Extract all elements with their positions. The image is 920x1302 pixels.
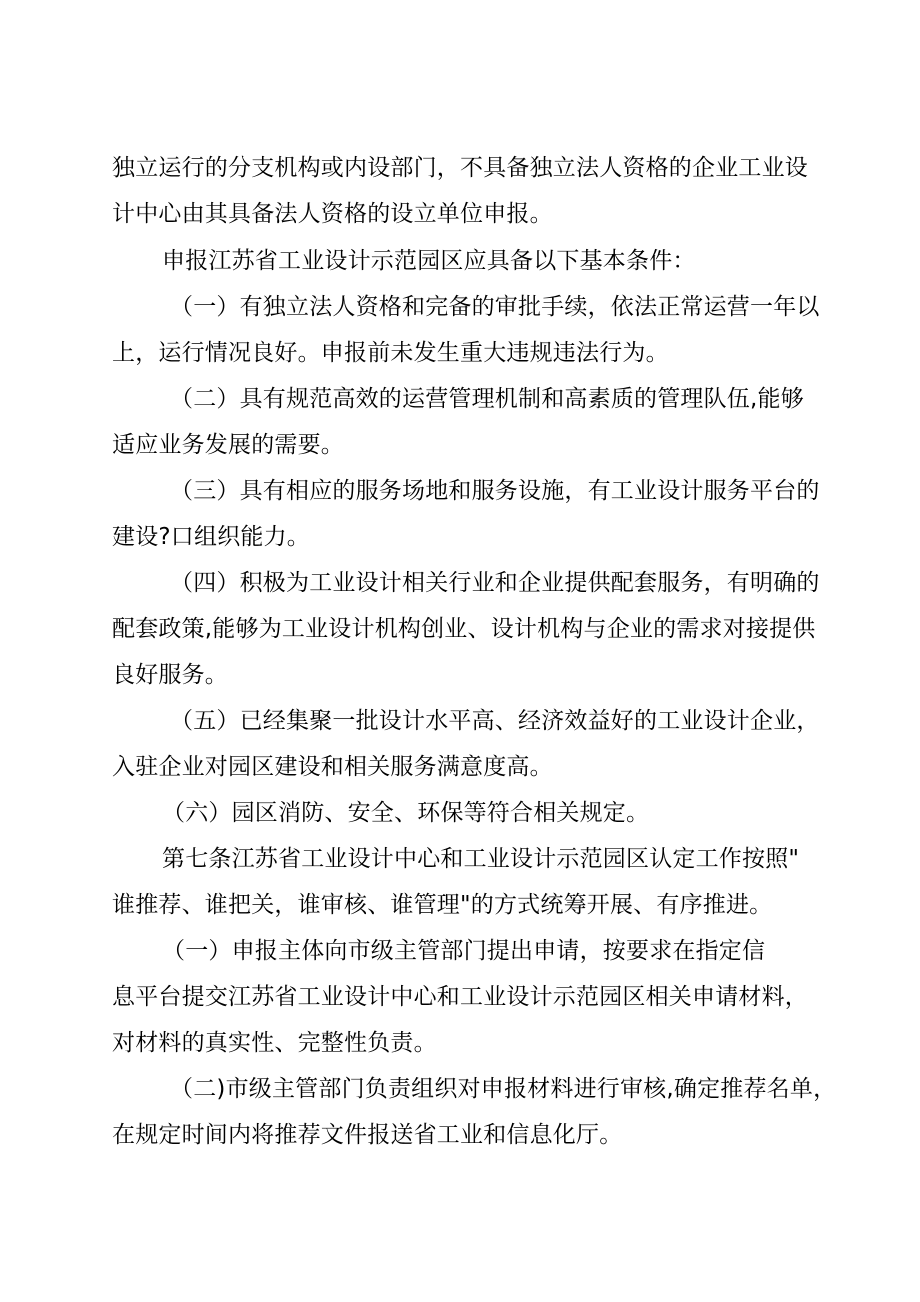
text-line: 第七条江苏省工业设计中心和工业设计示范园区认定工作按照" [162,846,800,872]
text-line: （一）申报主体向市级主管部门提出申请，按要求在指定信 [162,938,766,964]
text-line: 良好服务。 [112,662,228,688]
text-line: 独立运行的分支机构或内设部门，不具备独立法人资格的企业工业设 [112,155,808,181]
text-line: 上，运行情况良好。申报前未发生重大违规违法行为。 [112,340,669,366]
text-line: 适应业务发展的需要。 [112,432,344,458]
text-line: 申报江苏省工业设计示范园区应具备以下基本条件： [162,248,696,274]
text-line: 在规定时间内将推荐文件报送省工业和信息化厅。 [112,1122,623,1148]
text-line: （二)市级主管部门负责组织对申报材料进行审核,确定推荐名单， [170,1076,837,1102]
text-line: （六）园区消防、安全、环保等符合相关规定。 [162,800,650,826]
text-line: 对材料的真实性、完整性负责。 [112,1030,437,1056]
text-line: 计中心由其具备法人资格的设立单位申报。 [112,201,553,227]
text-line: （一）有独立法人资格和完备的审批手续，依法正常运营一年以 [170,294,820,320]
text-line: 建设?口组织能力。 [112,524,311,550]
text-line: 谁推荐、谁把关，谁审核、谁管理"的方式统筹开展、有序推进。 [112,892,773,918]
text-line: 入驻企业对园区建设和相关服务满意度高。 [112,754,553,780]
text-line: （四）积极为工业设计相关行业和企业提供配套服务，有明确的 [170,570,820,596]
text-line: 配套政策,能够为工业设计机构创业、设计机构与企业的需求对接提供 [112,616,816,642]
text-line: （五）已经集聚一批设计水平高、经济效益好的工业设计企业， [170,708,820,734]
text-line: （二）具有规范高效的运营管理机制和高素质的管理队伍,能够 [170,386,804,412]
text-line: （三）具有相应的服务场地和服务设施，有工业设计服务平台的 [170,478,820,504]
text-line: 息平台提交江苏省工业设计中心和工业设计示范园区相关申请材料， [112,984,808,1010]
